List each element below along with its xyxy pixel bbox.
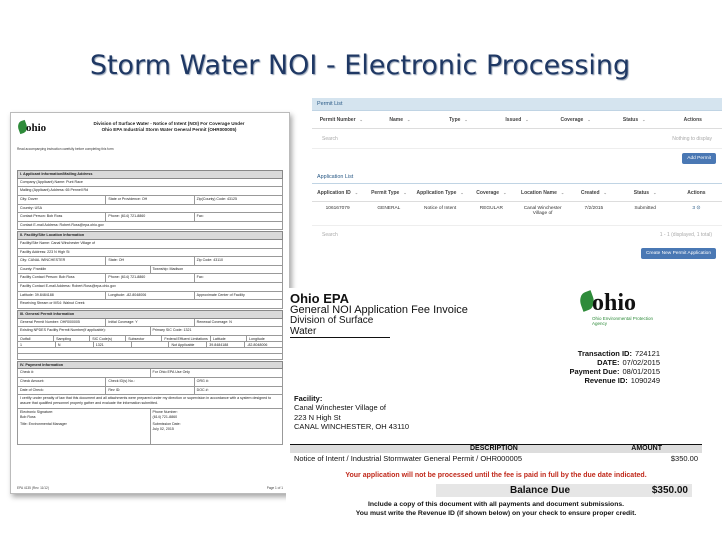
- ohio-logo-icon: ohio: [17, 119, 49, 139]
- invoice-division: Division of Surface Water: [290, 315, 390, 338]
- sort-icon: ⌄: [642, 116, 646, 122]
- payment-warning: Your application will not be processed until the fee is paid in full by the due date indicated.: [345, 472, 647, 479]
- form-field: Company (Applicant) Name: Punt Race: [20, 179, 83, 184]
- table-cell: 1: [18, 342, 56, 347]
- form-field: Phone: (614) 721-8860: [106, 213, 194, 221]
- sort-icon: ⌄: [587, 116, 591, 122]
- application-search-input[interactable]: Search: [322, 232, 338, 238]
- application-table-header: [312, 184, 722, 202]
- form-field: Renewal Coverage: N: [196, 319, 232, 324]
- form-field: DOC #:: [196, 387, 209, 392]
- slide-title: Storm Water NOI - Electronic Processing: [89, 50, 631, 81]
- sort-icon: ⌄: [407, 116, 411, 122]
- empty-text: Nothing to display: [672, 135, 712, 142]
- col-application-type[interactable]: Application Type ⌄: [416, 189, 464, 196]
- form-field: Facility Contact E-mail Address: Robert.Ross@epa.ohio.gov: [20, 284, 116, 288]
- col-permit-type[interactable]: Permit Type ⌄: [371, 189, 407, 196]
- form-field: ORG #:: [196, 379, 209, 384]
- phone-date-block: Phone Number: (614) 721-8860 Submission Date: July 02, 2015: [152, 410, 181, 431]
- sort-icon: ⌄: [460, 189, 464, 195]
- form-field: Mailing (Applicant) Address: 65 Pennell Rd: [20, 188, 89, 193]
- form-field: Rev ID:: [106, 387, 194, 395]
- cell-application-id: 106167079: [325, 206, 350, 211]
- permit-table-header: [312, 111, 722, 129]
- table-header-cell: Longitude: [248, 336, 265, 341]
- cell-created: 7/2/2015: [584, 206, 604, 211]
- cell-permit-type: GENERAL: [377, 206, 401, 211]
- table-cell: N: [56, 342, 94, 347]
- form-field: State: OH: [106, 257, 194, 265]
- certification-text: I certify under penalty of law that this document and all attachments were prepared under my direction or supervision in accordance with a system designed to assure that qualified personnel properly gather and evaluate the information submitted.: [20, 396, 272, 405]
- table-cell: -82.8048006: [247, 342, 268, 347]
- cell-location-name: Canal Winchester Village of: [523, 206, 562, 216]
- cell-status: Submitted: [634, 206, 656, 211]
- form-field: General Permit Number: OHR000005: [18, 319, 106, 327]
- row-actions-link[interactable]: 3 ⊙: [692, 206, 701, 211]
- form-field: Date of Check:: [18, 387, 106, 395]
- form-field: County: Franklin: [18, 266, 151, 274]
- permit-search-input[interactable]: Search: [322, 135, 338, 142]
- col-name[interactable]: Name ⌄: [389, 116, 411, 123]
- form-field: Approximate Center of Facility: [196, 292, 245, 297]
- form-field: Facility/Site Name: Canal Winchester Village of: [20, 241, 96, 246]
- application-search-row: [312, 226, 722, 244]
- form-intro: Read accompanying instruction carefully before completing this form: [17, 147, 114, 151]
- form-footer: EPA 4135 (Rev. 11/12) Page 1 of 1: [17, 486, 283, 490]
- invoice-facility: Facility: Canal Winchester Village of 223 N High St CANAL WINCHESTER, OH 43110: [294, 394, 410, 432]
- col-permit-number[interactable]: Permit Number ⌄: [319, 116, 363, 123]
- table-row[interactable]: [312, 202, 722, 226]
- form-field: Fax:: [196, 275, 204, 280]
- form-field: Facility Address: 223 N High St: [20, 249, 70, 254]
- form-field: Contact Person: Bob Ross: [18, 213, 106, 221]
- table-header-cell: Latitude: [211, 336, 247, 341]
- form-field: For Ohio EPA Use Only: [152, 370, 190, 375]
- table-cell: 39.8484188: [207, 342, 245, 347]
- invoice-agency: Ohio EPA: [290, 291, 349, 306]
- form-field: City: Dover: [18, 196, 106, 204]
- sort-icon: ⌄: [603, 189, 607, 195]
- sort-icon: ⌄: [525, 116, 529, 122]
- balance-due: Balance Due $350.00: [436, 484, 692, 497]
- form-field: Longitude: -82.8048006: [106, 292, 194, 300]
- noi-form-document: [10, 112, 290, 494]
- form-field: Zip Code: 43110: [196, 258, 223, 263]
- form-field: Contact E-mail Address: Robert.Ross@epa.ohio.gov: [20, 222, 104, 227]
- form-field: Latitude: 39.8484188: [18, 292, 106, 300]
- form-field: Check #:: [18, 369, 151, 377]
- transaction-id: 724121: [634, 349, 660, 358]
- section-heading: III. General Permit Information: [17, 310, 283, 319]
- permit-search-row: [312, 129, 722, 149]
- col-actions: Actions: [683, 116, 702, 123]
- invoice-column-header: DESCRIPTION AMOUNT: [290, 445, 702, 453]
- col-status[interactable]: Status ⌄: [633, 189, 657, 196]
- form-field: Primary SIC Code: 1321: [152, 328, 192, 333]
- col-status[interactable]: Status ⌄: [622, 116, 646, 123]
- section-heading: I. Applicant Information/Mailing Address: [17, 170, 283, 179]
- invoice-notes: Include a copy of this document with all payments and document submissions. You must write the Revenue ID (if shown below) on your check to ensure proper credit.: [355, 501, 637, 517]
- invoice-meta: Transaction ID: 724121 DATE: 07/02/2015 Payment Due: 08/01/2015 Revenue ID: 1090249: [569, 349, 660, 385]
- table-cell: 1321: [94, 342, 132, 347]
- form-field: Township: Madison: [152, 266, 184, 271]
- form-field: Phone: (614) 721-8860: [106, 274, 194, 282]
- form-field: Check ID(s) No.:: [106, 378, 194, 386]
- revenue-id: 1090249: [630, 375, 660, 385]
- invoice-date: 07/02/2015: [622, 357, 660, 367]
- table-header-cell: SIC Code(s): [90, 336, 126, 341]
- form-field: Initial Coverage: Y: [106, 319, 194, 327]
- form-field: Facility Contact Person: Bob Ross: [18, 274, 106, 282]
- form-field: Existing NPDES Facility Permit Number(if applicable):: [18, 327, 151, 335]
- signature-block: Electronic Signature: Bob Ross Title: Environmental Manager: [18, 409, 151, 444]
- sort-icon: ⌄: [359, 116, 363, 122]
- sort-icon: ⌄: [503, 189, 507, 195]
- form-field: Fax:: [196, 214, 204, 219]
- table-cell: [132, 342, 170, 347]
- col-actions: Actions: [687, 189, 706, 196]
- application-list-header: Application List: [312, 171, 722, 184]
- form-field: Receiving Stream or MS4: Walnut Creek: [20, 301, 85, 306]
- col-issued[interactable]: Issued ⌄: [505, 116, 529, 123]
- cell-coverage: REGULAR: [479, 206, 503, 211]
- sort-icon: ⌄: [403, 189, 407, 195]
- permit-list-header: Permit List: [312, 98, 722, 111]
- cell-application-type: Notice of Intent: [423, 206, 457, 211]
- col-created[interactable]: Created ⌄: [580, 189, 607, 196]
- form-field: State or Providence: OH: [106, 196, 194, 204]
- invoice-line-item: Notice of Intent / Industrial Stormwater General Permit / OHR000005 $350.00: [294, 454, 698, 463]
- section-heading: IV. Payment Information: [17, 361, 283, 370]
- table-header-cell: Federal Effluent Limitations: [162, 336, 210, 341]
- sort-icon: ⌄: [653, 189, 657, 195]
- add-permit-button[interactable]: Add Permit: [682, 153, 716, 164]
- payment-due: 08/01/2015: [622, 366, 660, 376]
- form-header: [17, 119, 283, 145]
- sort-icon: ⌄: [464, 116, 468, 122]
- form-field: Zip(County) Code: 43125: [196, 196, 238, 201]
- sort-icon: ⌄: [560, 189, 565, 195]
- form-field: City: CANAL WINCHESTER: [18, 257, 106, 265]
- table-header-cell: Subsector: [126, 336, 162, 341]
- col-coverage[interactable]: Coverage ⌄: [560, 116, 591, 123]
- eportal-screen: [312, 98, 722, 278]
- form-title: Division of Surface Water - Notice of Intent (NOI) For Coverage Under Ohio EPA Industrial Storm Water General Permit (OHR000005): [93, 121, 245, 132]
- table-header-cell: Outfall: [18, 336, 54, 341]
- col-application-id[interactable]: Application ID ⌄: [317, 189, 359, 196]
- create-application-button[interactable]: Create New Permit Application: [641, 248, 716, 259]
- table-header-cell: Sampling: [54, 336, 90, 341]
- fee-invoice: [286, 288, 706, 538]
- form-field: Country: USA: [20, 205, 42, 210]
- table-cell: Not Applicable: [169, 342, 207, 347]
- col-coverage[interactable]: Coverage ⌄: [476, 189, 507, 196]
- col-location-name[interactable]: Location Name ⌄: [521, 189, 565, 196]
- pager-text: 1 - 1 (displayed, 1 total): [659, 232, 712, 238]
- sort-icon: ⌄: [354, 189, 359, 195]
- ohio-epa-logo-icon: ohio Ohio Environmental Protection Agency: [578, 290, 670, 332]
- form-field: Check Amount:: [18, 378, 106, 386]
- col-type[interactable]: Type ⌄: [449, 116, 468, 123]
- invoice-header: [286, 288, 706, 337]
- invoice-title: General NOI Application Fee Invoice: [290, 304, 468, 316]
- section-heading: II. Facility/Site Location Information: [17, 231, 283, 240]
